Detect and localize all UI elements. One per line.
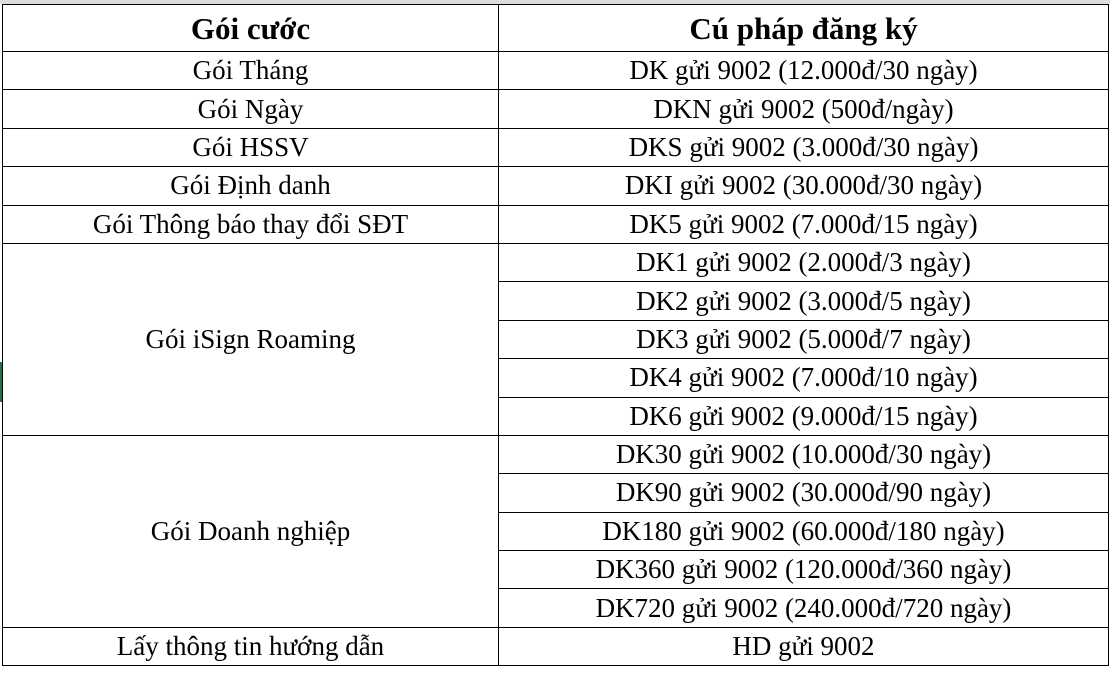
table-row — [3, 627, 1109, 665]
syntax-cell[interactable]: DK5 gửi 9002 (7.000đ/15 ngày) — [499, 205, 1109, 243]
syntax-cell[interactable]: DK4 gửi 9002 (7.000đ/10 ngày) — [499, 359, 1109, 397]
header-syntax[interactable]: Cú pháp đăng ký — [499, 5, 1109, 52]
syntax-cell[interactable]: DK360 gửi 9002 (120.000đ/360 ngày) — [499, 551, 1109, 589]
syntax-cell[interactable]: DK180 gửi 9002 (60.000đ/180 ngày) — [499, 512, 1109, 550]
package-cell-merged[interactable]: Gói Doanh nghiệp — [3, 435, 499, 627]
table-row — [3, 243, 1109, 281]
syntax-cell[interactable]: DK720 gửi 9002 (240.000đ/720 ngày) — [499, 589, 1109, 627]
table-row — [3, 205, 1109, 243]
syntax-cell[interactable]: DK6 gửi 9002 (9.000đ/15 ngày) — [499, 397, 1109, 435]
syntax-cell[interactable]: DKN gửi 9002 (500đ/ngày) — [499, 90, 1109, 128]
package-cell[interactable]: Lấy thông tin hướng dẫn — [3, 627, 499, 665]
syntax-cell[interactable]: DK90 gửi 9002 (30.000đ/90 ngày) — [499, 474, 1109, 512]
package-cell[interactable]: Gói Ngày — [3, 90, 499, 128]
syntax-cell[interactable]: DKI gửi 9002 (30.000đ/30 ngày) — [499, 167, 1109, 205]
syntax-cell[interactable]: HD gửi 9002 — [499, 627, 1109, 665]
table-row — [3, 167, 1109, 205]
package-cell-merged[interactable]: Gói iSign Roaming — [3, 243, 499, 435]
package-cell[interactable]: Gói Định danh — [3, 167, 499, 205]
header-package[interactable]: Gói cước — [3, 5, 499, 52]
package-table — [2, 4, 1109, 666]
syntax-cell[interactable]: DK2 gửi 9002 (3.000đ/5 ngày) — [499, 282, 1109, 320]
table-row — [3, 128, 1109, 166]
package-cell[interactable]: Gói Thông báo thay đổi SĐT — [3, 205, 499, 243]
header-row — [3, 5, 1109, 52]
table-row — [3, 435, 1109, 473]
package-cell[interactable]: Gói HSSV — [3, 128, 499, 166]
table-row — [3, 90, 1109, 128]
package-cell[interactable]: Gói Tháng — [3, 52, 499, 90]
syntax-cell[interactable]: DK gửi 9002 (12.000đ/30 ngày) — [499, 52, 1109, 90]
syntax-cell[interactable]: DKS gửi 9002 (3.000đ/30 ngày) — [499, 128, 1109, 166]
syntax-cell[interactable]: DK3 gửi 9002 (5.000đ/7 ngày) — [499, 320, 1109, 358]
table-row — [3, 52, 1109, 90]
syntax-cell[interactable]: DK1 gửi 9002 (2.000đ/3 ngày) — [499, 243, 1109, 281]
syntax-cell[interactable]: DK30 gửi 9002 (10.000đ/30 ngày) — [499, 435, 1109, 473]
